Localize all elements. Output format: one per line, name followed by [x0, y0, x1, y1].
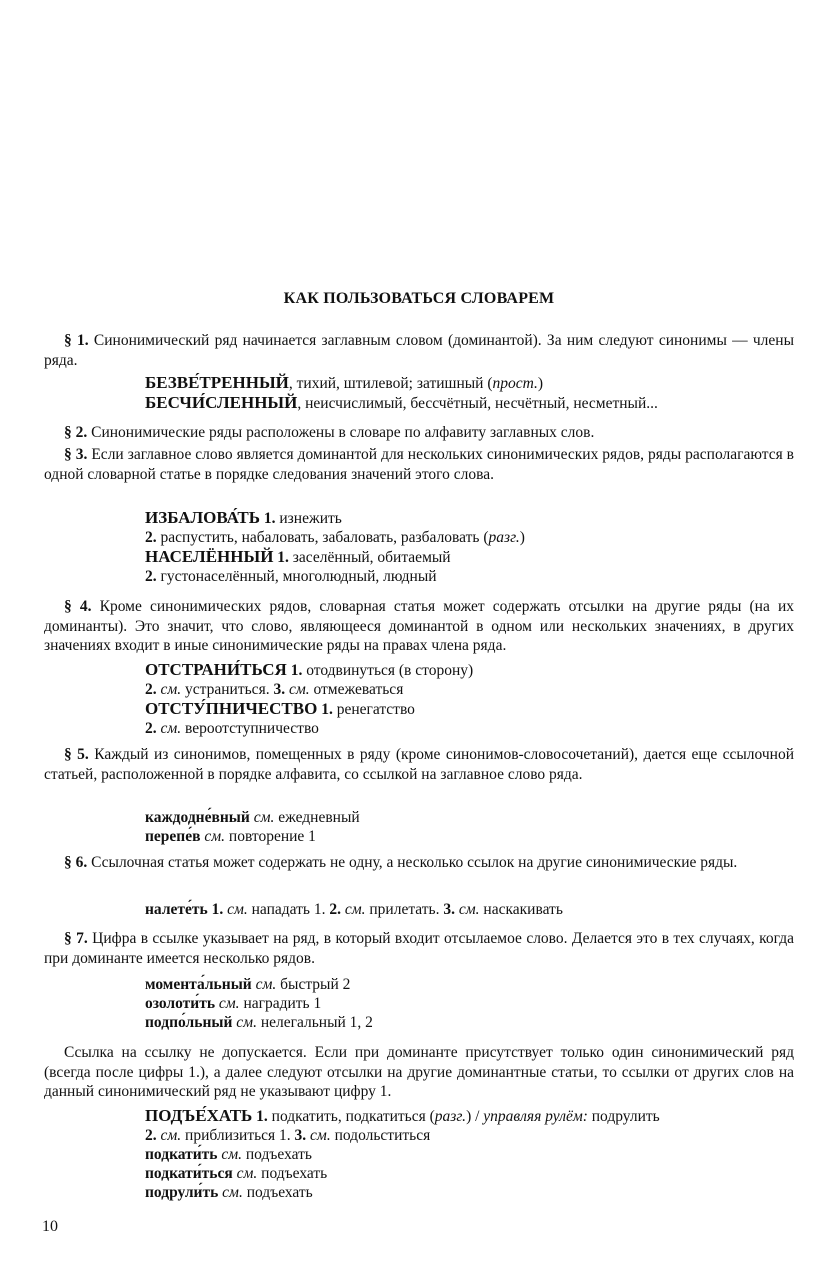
section-4: [44, 597, 794, 656]
entry-text: изнежить: [275, 510, 342, 527]
reference-word: перепе́в: [145, 828, 201, 845]
section-note: [44, 1043, 794, 1102]
entry: [145, 975, 373, 994]
headword: ПОДЪЕ́ХАТЬ: [145, 1106, 253, 1125]
entry-text: быстрый 2: [276, 976, 351, 993]
entry-text: подъехать: [242, 1146, 312, 1163]
reference-word: каждодне́вный: [145, 809, 250, 826]
reference-word: налете́ть: [145, 901, 208, 918]
entry: [145, 1013, 373, 1032]
see-label: см.: [344, 901, 366, 918]
entry: [145, 660, 473, 680]
entry-text: прилетать.: [365, 901, 444, 918]
see-label: см.: [221, 1146, 243, 1163]
see-label: см.: [236, 1014, 257, 1031]
entry: [145, 808, 360, 827]
section-mark: § 6.: [64, 854, 88, 871]
entry-text: подкатить, подкатиться (: [267, 1108, 435, 1125]
page-title: КАК ПОЛЬЗОВАТЬСЯ СЛОВАРЕМ: [283, 290, 555, 307]
section-1: [44, 331, 794, 370]
see-label: см.: [160, 681, 182, 698]
entry-text: наградить 1: [239, 995, 322, 1012]
entry: [145, 680, 473, 699]
entry: [145, 508, 525, 528]
entry-label: управляя рулём:: [483, 1108, 588, 1125]
entry-text: распустить, набаловать, забаловать, разбаловать (: [156, 529, 489, 546]
sense-number: 3.: [294, 1127, 307, 1144]
section-7-examples: [145, 975, 373, 1032]
see-label: см.: [218, 995, 240, 1012]
headword: ИЗБАЛОВА́ТЬ: [145, 508, 261, 527]
entry: [145, 1183, 660, 1202]
see-label: см.: [160, 720, 182, 737]
entry: [145, 1145, 660, 1164]
sense-number: 2.: [329, 901, 341, 918]
page-number: 10: [42, 1218, 58, 1235]
section-text: Синонимический ряд начинается заглавным словом (доминантой). За ним следуют синонимы — члены ряда.: [44, 332, 795, 369]
section-6: [44, 853, 794, 873]
sense-number: 2.: [145, 720, 157, 737]
entry-text: нападать 1.: [247, 901, 330, 918]
section-5-examples: [145, 808, 360, 846]
sense-number: 1.: [211, 901, 224, 918]
entry-text: подъехать: [257, 1165, 328, 1182]
see-label: см.: [288, 681, 310, 698]
sense-number: 2.: [145, 568, 157, 585]
entry-text: заселённый, обитаемый: [288, 549, 451, 566]
entry-label: разг.: [434, 1108, 467, 1125]
headword: БЕСЧИ́СЛЕННЫЙ: [145, 393, 298, 412]
entry: [145, 1106, 660, 1126]
section-mark: § 3.: [64, 446, 88, 463]
sense-number: 3.: [273, 681, 286, 698]
section-text: Каждый из синонимов, помещенных в ряду (кроме синонимов-словосочетаний), дается еще ссылочной статьей, расположенной в порядке алфавита, со ссылкой на заглавное слово ряда.: [44, 746, 795, 783]
section-text: Ссылка на ссылку не допускается. Если при доминанте присутствует только один синонимический ряд (всегда после цифры 1.), а далее следуют отсылки на другие доминантные статьи, то ссылки от других слов на данный синонимический ряд не указывают цифру 1.: [44, 1044, 794, 1100]
see-label: см.: [253, 809, 275, 826]
section-5: [44, 745, 794, 784]
entry-text: ежедневный: [274, 809, 360, 826]
sense-number: 1.: [256, 1108, 268, 1125]
entry-text: наскакивать: [479, 901, 563, 918]
see-label: см.: [160, 1127, 182, 1144]
entry: [145, 373, 658, 393]
sense-number: 2.: [145, 1127, 157, 1144]
section-mark: § 2.: [64, 424, 88, 441]
entry-text: ): [519, 529, 525, 546]
headword: БЕЗВЕ́ТРЕННЫЙ: [145, 373, 289, 392]
section-mark: § 1.: [64, 332, 89, 349]
entry: [145, 547, 525, 567]
see-label: см.: [310, 1127, 331, 1144]
entry: [145, 719, 473, 738]
see-label: см.: [227, 901, 248, 918]
see-label: см.: [458, 901, 480, 918]
see-label: см.: [204, 828, 226, 845]
reference-word: озолоти́ть: [145, 995, 216, 1012]
reference-word: подпо́льный: [145, 1014, 233, 1031]
section-1-examples: [145, 373, 658, 413]
entry-label: разг.: [488, 529, 520, 546]
entry-text: подольститься: [330, 1127, 431, 1144]
entry: [145, 900, 563, 919]
section-3-examples: [145, 508, 525, 586]
entry-text: подъехать: [242, 1184, 313, 1201]
see-label: см.: [255, 976, 277, 993]
section-mark: § 4.: [64, 598, 92, 615]
headword: ОТСТУ́ПНИЧЕСТВО: [145, 699, 318, 718]
entry: [145, 567, 525, 586]
entry-text: густонаселённый, многолюдный, людный: [156, 568, 437, 585]
section-text: Кроме синонимических рядов, словарная статья может содержать отсылки на другие ряды (на их доминанты). Это значит, что слово, являющееся доминантой в одном или нескольких значениях, в других значениях входит в иные синонимические ряды на правах члена ряда.: [44, 598, 795, 654]
sense-number: 3.: [443, 901, 455, 918]
entry-label: прост.: [492, 375, 538, 392]
entry: [145, 827, 360, 846]
entry-text: подрулить: [587, 1108, 660, 1125]
entry: [145, 1126, 660, 1145]
entry-text: вероотступничество: [181, 720, 319, 737]
section-note-examples: [145, 1106, 660, 1202]
section-text: Цифра в ссылке указывает на ряд, в который входит отсылаемое слово. Делается это в тех случаях, когда при доминанте имеется несколько рядов.: [44, 930, 795, 967]
entry-text: ) /: [466, 1108, 484, 1125]
entry-text: отодвинуться (в сторону): [302, 662, 474, 679]
section-6-examples: [145, 900, 563, 919]
sense-number: 1.: [321, 701, 333, 718]
section-text: Ссылочная статья может содержать не одну, а несколько ссылок на другие синонимические ряды.: [91, 854, 738, 871]
entry-text: , неисчислимый, бессчётный, несчётный, несметный...: [297, 395, 658, 412]
entry-text: , тихий, штилевой; затишный (: [288, 375, 493, 392]
sense-number: 2.: [145, 681, 157, 698]
reference-word: момента́льный: [145, 976, 252, 993]
entry-text: отмежеваться: [309, 681, 404, 698]
sense-number: 1.: [277, 549, 289, 566]
entry-text: повторение 1: [225, 828, 316, 845]
entry: [145, 994, 373, 1013]
entry-text: приблизиться 1.: [181, 1127, 295, 1144]
sense-number: 2.: [145, 529, 157, 546]
section-7: [44, 929, 794, 968]
section-text: Если заглавное слово является доминантой для нескольких синонимических рядов, ряды располагаются в одной словарной статье в порядке следования значений этого слова.: [44, 446, 795, 483]
headword: НАСЕЛЁННЫЙ: [145, 547, 274, 566]
see-label: см.: [222, 1184, 243, 1201]
headword: ОТСТРАНИ́ТЬСЯ: [145, 660, 287, 679]
section-mark: § 5.: [64, 746, 89, 763]
entry: [145, 393, 658, 413]
section-text: Синонимические ряды расположены в словаре по алфавиту заглавных слов.: [91, 424, 595, 441]
entry-text: ): [537, 375, 544, 392]
sense-number: 1.: [290, 662, 303, 679]
entry: [145, 1164, 660, 1183]
reference-word: подрули́ть: [145, 1184, 219, 1201]
entry: [145, 699, 473, 719]
sense-number: 1.: [263, 510, 276, 527]
entry-text: нелегальный 1, 2: [256, 1014, 373, 1031]
see-label: см.: [236, 1165, 258, 1182]
section-mark: § 7.: [64, 930, 88, 947]
reference-word: подкати́ть: [145, 1146, 218, 1163]
section-4-examples: [145, 660, 473, 738]
section-2: [44, 423, 794, 443]
entry: [145, 528, 525, 547]
entry-text: ренегатство: [332, 701, 415, 718]
reference-word: подкати́ться: [145, 1165, 233, 1182]
section-3: [44, 445, 794, 484]
entry-text: устраниться.: [181, 681, 274, 698]
